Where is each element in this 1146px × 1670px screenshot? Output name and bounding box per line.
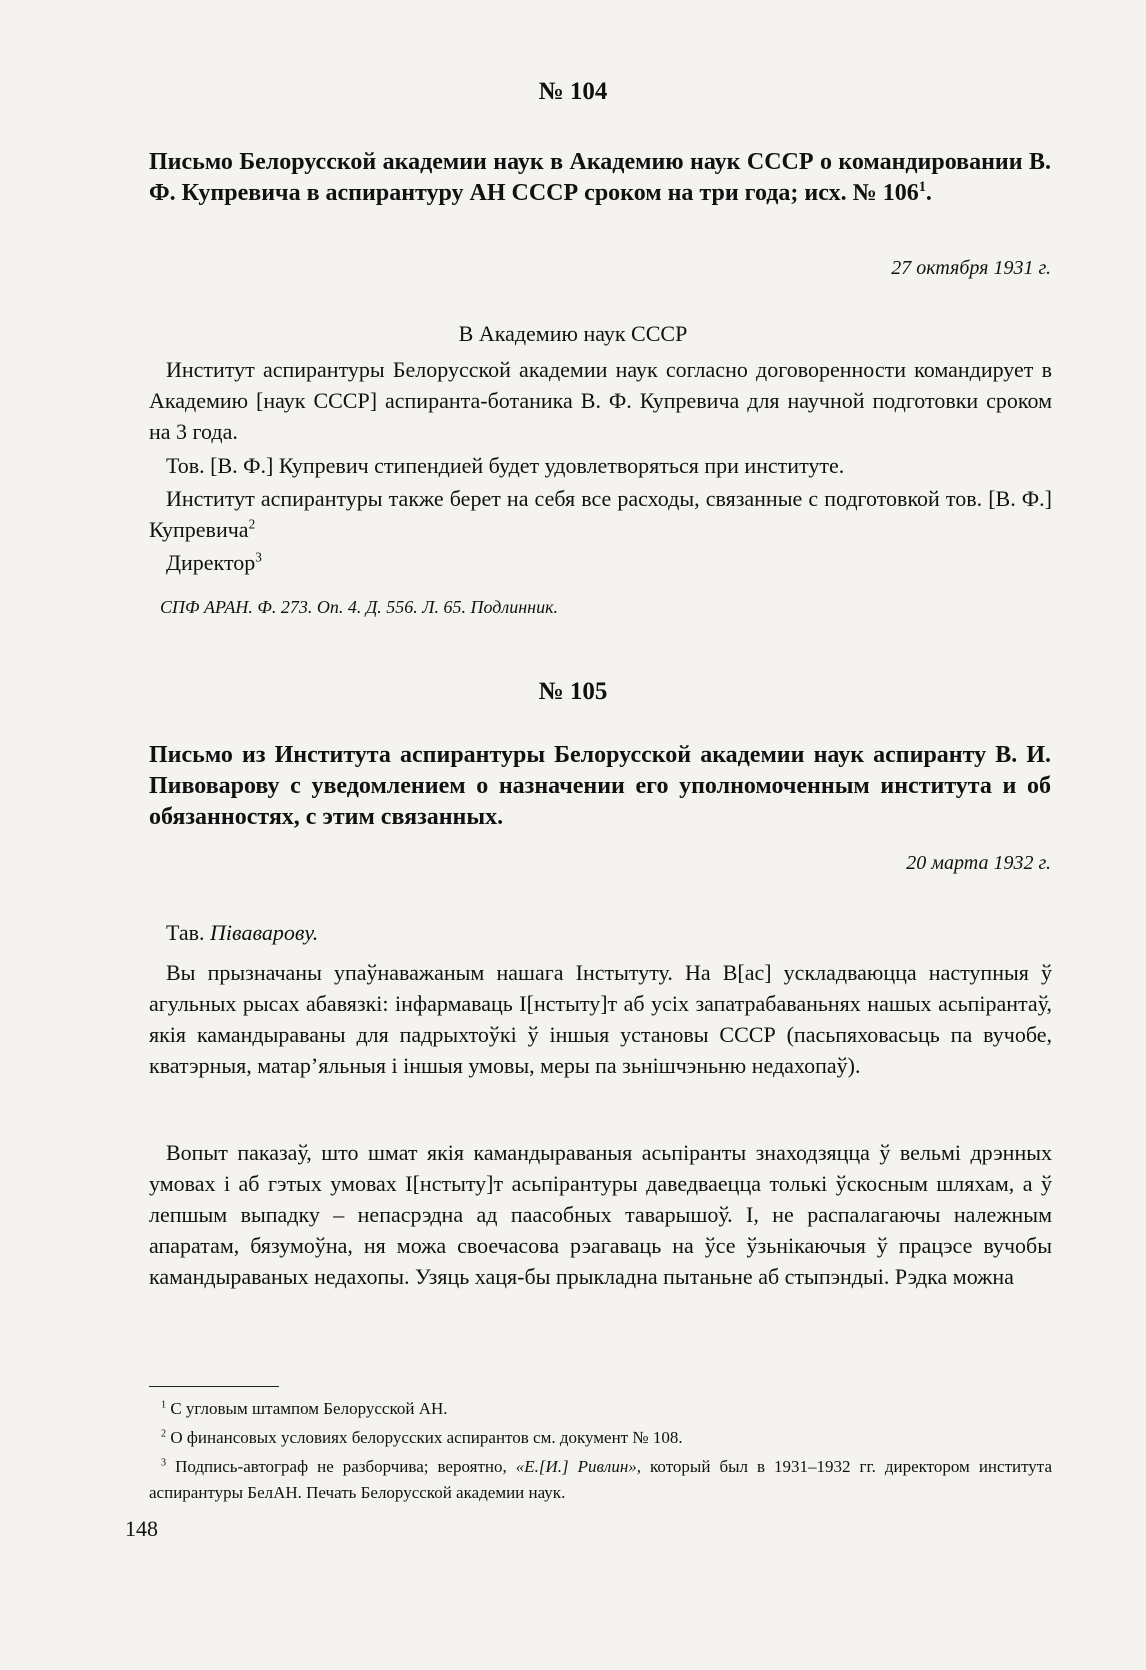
footnote-2: $^2$ О финансовых условиях белорусских аспирантов см. документ № 108. [161,1428,683,1447]
footnote-3: $^3$ Подпись-автограф не разборчива; вероятно, «Е.[И.] Ривлин», который был в 1931–1932 гг. директором института аспирантуры БелАН. Печать Белорусской академии наук. [149,1457,1052,1502]
doc-105-date: 20 марта 1932 г. [906,852,1051,874]
doc-105-title: Письмо из Института аспирантуры Белорусской академии наук аспиранту В. И. Пивоварову с уведомлением о назначении его уполномоченным института и об обязанностях, с этим связанных. [149,742,1051,830]
doc-104-addressee: В Академию наук СССР [458,321,688,346]
doc-105-salutation: Тав. Піваварову. [166,920,319,945]
doc-104-date: 27 октября 1931 г. [891,257,1051,279]
doc-105-paragraph-2: Вопыт паказаў, што шмат якія камандыраваныя асьпіранты знаходзяцца ў вельмі дрэнных умовах і аб гэтых умовах І[нстыту]т асьпірантуры даведваецца толькі ўскосным шляхам, а ў лепшым выпадку – непасрэдна ад паасобных таварышоў. І, не распалагаючы належным апаратам, бязумоўна, ня можа своечасова рэагаваць на ўсе ўзьнікаючыя ў працэсе вучобы камандыраваных недахопы. Узяць хаця-бы прыкладна пытаньне аб стыпэндыі. Рэдка можна [149,1140,1052,1289]
footnote-divider [149,1386,279,1387]
doc-104-source: СПФ АРАН. Ф. 273. Оп. 4. Д. 556. Л. 65. Подлинник. [160,597,558,617]
doc-105-number: № 105 [538,678,608,705]
doc-104-paragraph-3: Институт аспирантуры также берет на себя все расходы, связанные с подготовкой тов. [В. Ф.] Купревича$^2$ [149,486,1052,542]
doc-105-paragraph-1: Вы прызначаны упаўнаважаным нашага Інстытуту. На В[ас] ускладваюцца наступныя ў агульных рысах абавязкі: інфармаваць І[нстыту]т аб усіх запатрабаваньнях нашых асьпірантаў, якія камандыраваны для падрыхтоўкі ў іншыя установы СССР (пасьпяховасьць па вучобе, кватэрныя, матар’яльныя і іншыя умовы, меры па зьнішчэньню недахопаў). [149,960,1052,1078]
doc-104-number: № 104 [538,78,608,105]
doc-104-paragraph-2: Тов. [В. Ф.] Купревич стипендией будет удовлетворяться при институте. [166,453,845,478]
doc-104-signature: Директор$^3$ [166,549,262,575]
footnote-1: $^1$ С угловым штампом Белорусской АН. [161,1399,448,1418]
page-number: 148 [125,1516,158,1541]
doc-104-paragraph-1: Институт аспирантуры Белорусской академии наук согласно договоренности командирует в Академию [наук СССР] аспиранта-ботаника В. Ф. Купревича для научной подготовки сроком на 3 года. [149,357,1052,444]
doc-104-title: Письмо Белорусской академии наук в Академию наук СССР о командировании В. Ф. Купревича в аспирантуру АН СССР сроком на три года; исх. № $106^1$. [149,149,1051,206]
